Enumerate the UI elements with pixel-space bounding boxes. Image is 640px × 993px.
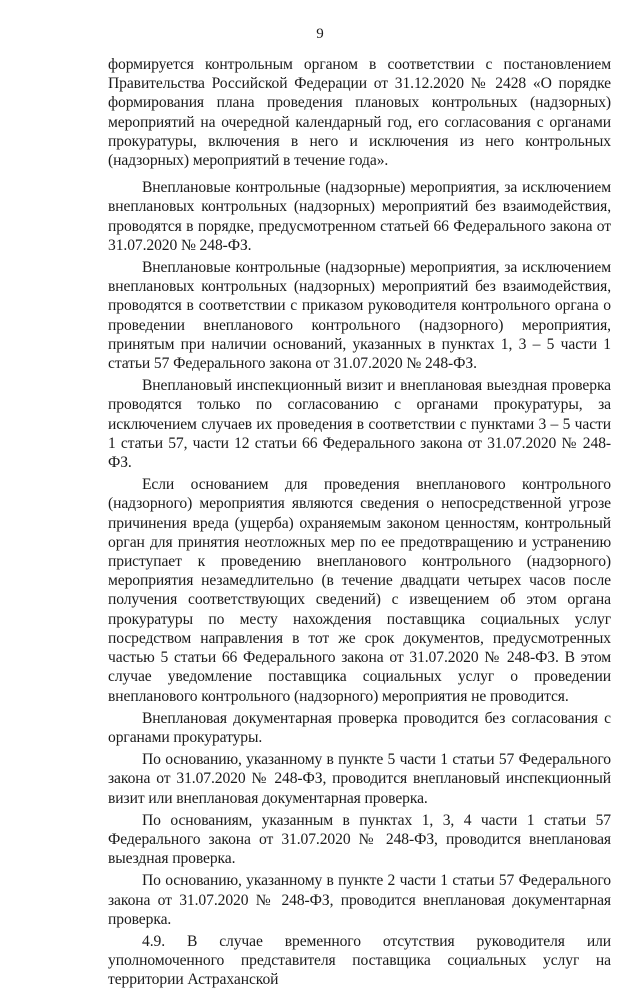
paragraph: По основаниям, указанным в пунктах 1, 3, 4 части 1 статьи 57 Федерального закона от 31.07.2020 № 248-ФЗ, проводится внеплановая выездная проверка. bbox=[108, 811, 611, 868]
paragraph: Внеплановый инспекционный визит и внеплановая выездная проверка проводятся только по согласованию с органами прокуратуры, за исключением случаев их проведения в соответствии с пунктами 3 – 5 части 1 статьи 57, части 12 статьи 66 Федерального закона от 31.07.2020 № 248-ФЗ. bbox=[108, 377, 611, 472]
document-body bbox=[108, 55, 611, 993]
paragraph: 4.9. В случае временного отсутствия руководителя или уполномоченного представителя поставщика социальных услуг на территории Астраханской bbox=[108, 932, 611, 989]
paragraph: Если основанием для проведения внепланового контрольного (надзорного) мероприятия являются сведения о непосредственной угрозе причинения вреда (ущерба) охраняемым законом ценностям, контрольный орган для принятия неотложных мер по ее предотвращению и устранению приступает к проведению внепланового контрольного (надзорного) мероприятия незамедлительно (в течение двадцати четырех часов после получения соответствующих сведений) с извещением об этом органа прокуратуры по месту нахождения поставщика социальных услуг посредством направления в тот же срок документов, предусмотренных частью 5 статьи 66 Федерального закона от 31.07.2020 № 248-ФЗ. В этом случае уведомление поставщика социальных услуг о проведении внепланового контрольного (надзорного) мероприятия не проводится. bbox=[108, 476, 611, 705]
page-number: 9 bbox=[316, 26, 324, 42]
paragraph: Внеплановая документарная проверка проводится без согласования с органами прокуратуры. bbox=[108, 709, 611, 746]
paragraph: формируется контрольным органом в соответствии с постановлением Правительства Российской Федерации от 31.12.2020 № 2428 «О порядке формирования плана проведения плановых контрольных (надзорных) мероприятий на очередной календарный год, его согласования с органами прокуратуры, включения в него и исключения из него контрольных (надзорных) мероприятий в течение года». bbox=[108, 56, 611, 170]
paragraph: По основанию, указанному в пункте 5 части 1 статьи 57 Федерального закона от 31.07.2020 № 248-ФЗ, проводится внеплановый инспекционный визит или внеплановая документарная проверка. bbox=[108, 751, 611, 807]
paragraph: По основанию, указанному в пункте 2 части 1 статьи 57 Федерального закона от 31.07.2020 № 248-ФЗ, проводится внеплановая документарная проверка. bbox=[108, 872, 611, 928]
paragraph: Внеплановые контрольные (надзорные) мероприятия, за исключением внеплановых контрольных (надзорных) мероприятий без взаимодействия, проводятся в соответствии с приказом руководителя контрольного органа о проведении внепланового контрольного (надзорного) мероприятия, принятым при наличии оснований, указанных в пунктах 1, 3 – 5 части 1 статьи 57 Федерального закона от 31.07.2020 № 248-ФЗ. bbox=[108, 259, 611, 373]
paragraph: Внеплановые контрольные (надзорные) мероприятия, за исключением внеплановых контрольных (надзорных) мероприятий без взаимодействия, проводятся в порядке, предусмотренном статьей 66 Федерального закона от 31.07.2020 № 248-ФЗ. bbox=[108, 179, 611, 254]
